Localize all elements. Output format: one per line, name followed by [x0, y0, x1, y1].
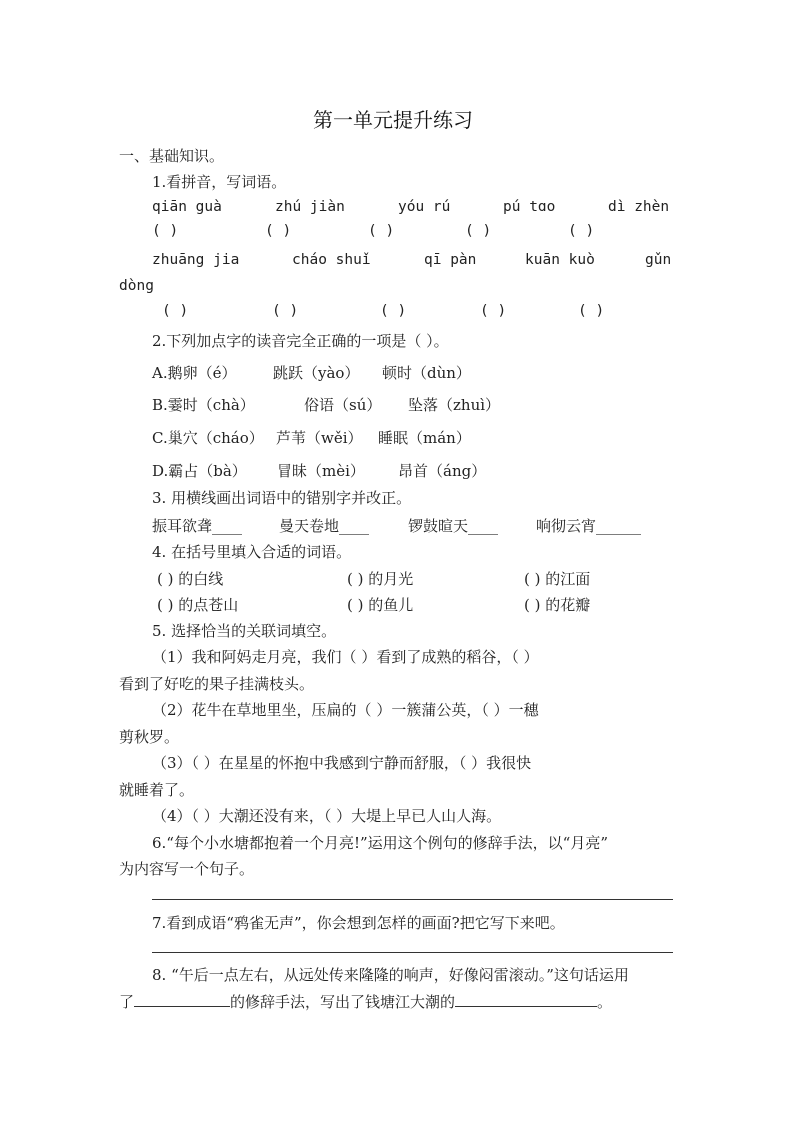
fill-text: 。: [597, 993, 613, 1011]
pinyin-2: zhú jiàn: [275, 199, 345, 215]
option-c-1[interactable]: C.巢穴（cháo）: [152, 429, 264, 447]
question-8-prompt: 8. “午后一点左右，从远处传来隆隆的响声，好像闷雷滚动。”这句话运用: [152, 966, 629, 984]
option-a-1[interactable]: A.鹅卵（é）: [152, 364, 237, 382]
question-6-prompt-cont: 为内容写一个句子。: [119, 860, 255, 878]
fill-phrase[interactable]: ( ) 的江面: [524, 570, 591, 588]
answer-box[interactable]: ( ): [578, 303, 605, 319]
answer-line[interactable]: [152, 952, 673, 953]
option-a-2: 跳跃（yào）: [273, 364, 360, 382]
answer-box[interactable]: ( ): [272, 303, 299, 319]
sentence-3[interactable]: （3）（ ）在星星的怀抱中我感到宁静而舒服，（ ）我很快: [152, 754, 532, 772]
pinyin-5: dì zhèn: [608, 199, 670, 215]
sentence-2[interactable]: （2）花牛在草地里坐，压扁的（ ）一簇蒲公英，（ ）一穗: [152, 701, 539, 719]
pinyin-9: kuān kuò: [525, 252, 595, 268]
answer-box[interactable]: ( ): [568, 223, 595, 239]
option-d-2: 冒昧（mèi）: [277, 462, 365, 480]
option-d-1[interactable]: D.霸占（bà）: [152, 462, 247, 480]
question-4-prompt: 4. 在括号里填入合适的词语。: [152, 543, 352, 561]
option-c-3: 睡眠（mán）: [378, 429, 471, 447]
fill-phrase[interactable]: ( ) 的月光: [347, 570, 414, 588]
answer-line[interactable]: [152, 899, 673, 900]
correction-item-3[interactable]: 锣鼓暄天____: [408, 517, 499, 535]
pinyin-3: yóu rú: [398, 199, 451, 215]
question-8-fill: [119, 991, 612, 1012]
correction-item-2[interactable]: 曼天卷地____: [279, 517, 370, 535]
pinyin-10: gǔn: [645, 252, 672, 268]
pinyin-8: qī pàn: [424, 252, 477, 268]
question-2-prompt: 2.下列加点字的读音完全正确的一项是（ ）。: [152, 332, 449, 350]
option-c-2: 芦苇（wěi）: [276, 429, 363, 447]
fill-phrase[interactable]: ( ) 的白线: [157, 570, 224, 588]
question-1-prompt: 1.看拼音，写词语。: [152, 173, 287, 191]
answer-box[interactable]: ( ): [162, 303, 189, 319]
correction-item-4[interactable]: 响彻云宵______: [536, 517, 642, 535]
page-title: 第一单元提升练习: [313, 108, 473, 132]
answer-box[interactable]: ( ): [152, 223, 179, 239]
sentence-2-cont: 剪秋罗。: [119, 728, 180, 746]
sentence-4[interactable]: （4）（ ）大潮还没有来，（ ）大堤上早已人山人海。: [152, 807, 502, 825]
answer-box[interactable]: ( ): [465, 223, 492, 239]
sentence-1-cont: 看到了好吃的果子挂满枝头。: [119, 675, 315, 693]
answer-box[interactable]: ( ): [480, 303, 507, 319]
fill-phrase[interactable]: ( ) 的点苍山: [157, 596, 239, 614]
question-6-prompt: 6.“每个小水塘都抱着一个月亮!”运用这个例句的修辞手法，以“月亮”: [152, 834, 609, 852]
sentence-3-cont: 就睡着了。: [119, 781, 195, 799]
pinyin-7: cháo shuǐ: [292, 252, 371, 268]
answer-box[interactable]: ( ): [265, 223, 292, 239]
fill-phrase[interactable]: ( ) 的鱼儿: [347, 596, 414, 614]
sentence-1[interactable]: （1）我和阿妈走月亮，我们（ ）看到了成熟的稻谷，（ ）: [152, 648, 539, 666]
option-b-3: 坠落（zhuì）: [408, 396, 501, 414]
option-d-3: 昂首（áng）: [398, 462, 487, 480]
question-5-prompt: 5. 选择恰当的关联词填空。: [152, 622, 337, 640]
fill-text: 了: [119, 993, 135, 1011]
section-heading: 一、基础知识。: [119, 147, 225, 165]
blank-line[interactable]: [455, 994, 597, 1007]
option-b-1[interactable]: B.霎时（chà）: [152, 396, 255, 414]
pinyin-10-wrap: dòng: [119, 278, 154, 294]
fill-phrase[interactable]: ( ) 的花瓣: [524, 596, 591, 614]
blank-line[interactable]: [134, 994, 230, 1007]
correction-item-1[interactable]: 振耳欲聋____: [152, 517, 243, 535]
question-7-prompt: 7.看到成语“鸦雀无声”，你会想到怎样的画面?把它写下来吧。: [152, 914, 565, 932]
option-a-3: 顿时（dùn）: [382, 364, 471, 382]
fill-text: 的修辞手法，写出了钱塘江大潮的: [230, 993, 456, 1011]
pinyin-4: pú tɑo: [503, 199, 556, 215]
answer-box[interactable]: ( ): [380, 303, 407, 319]
pinyin-1: qiān guà: [152, 199, 222, 215]
answer-box[interactable]: ( ): [368, 223, 395, 239]
option-b-2: 俗语（sú）: [304, 396, 382, 414]
pinyin-6: zhuāng jia: [152, 252, 240, 268]
question-3-prompt: 3. 用横线画出词语中的错别字并改正。: [152, 489, 412, 507]
